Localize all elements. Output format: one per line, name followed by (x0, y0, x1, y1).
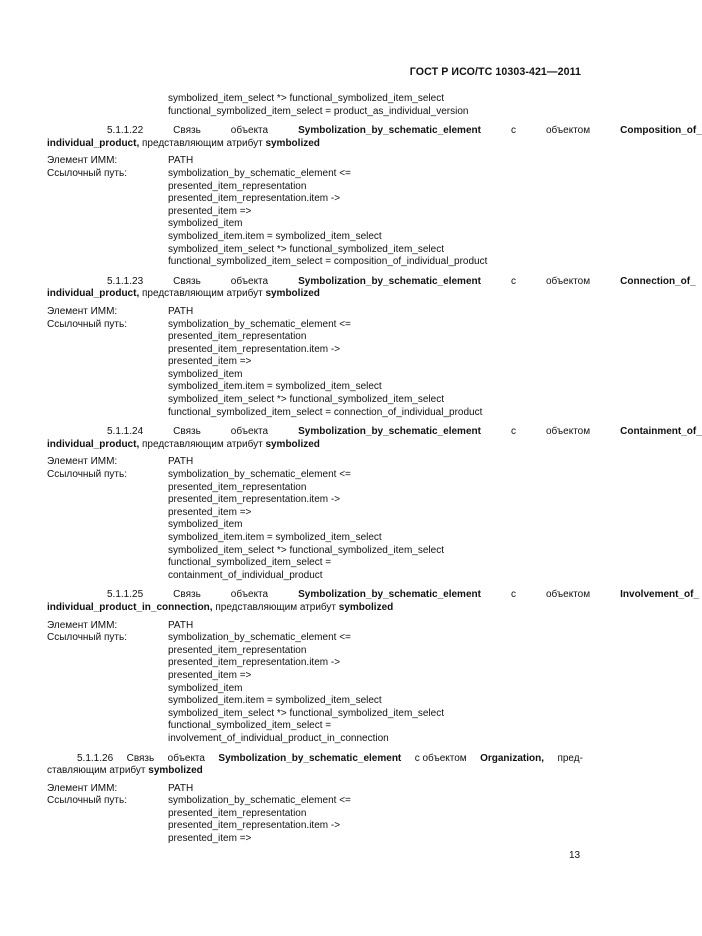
attribute-name: symbolized (265, 137, 320, 149)
reference-label: Ссылочный путь: (47, 795, 127, 807)
path-line: symbolized_item (168, 218, 243, 230)
path-line: functional_symbolized_item_select = (168, 557, 332, 569)
path-line: symbolized_item_select *> functional_symbolized_item_select (168, 93, 444, 104)
path-line: presented_item_representation (168, 807, 307, 819)
heading-tail: представляющим атрибут (142, 438, 263, 450)
path-line: functional_symbolized_item_select = composition_of_individual_product (168, 256, 488, 268)
heading-word: Связь (173, 125, 201, 137)
section-heading (47, 589, 700, 614)
section-number: 5.1.1.23 (107, 275, 144, 287)
path-line: presented_item_representation (168, 331, 307, 343)
reference-path (168, 469, 444, 582)
path-line: functional_symbolized_item_select = connection_of_individual_product (168, 406, 483, 418)
section-5-1-1-23 (47, 275, 696, 420)
heading-word: Связь (173, 589, 201, 601)
heading-word: Связь (173, 275, 201, 287)
section-number: 5.1.1.24 (107, 426, 144, 438)
reference-label: Ссылочный путь: (47, 318, 127, 330)
document-header: ГОСТ Р ИСО/ТС 10303-421—2011 (409, 66, 581, 78)
heading-word: Связь (173, 426, 201, 438)
path-line: presented_item_representation.item -> (168, 343, 341, 355)
path-line: symbolized_item.item = symbolized_item_select (168, 381, 382, 393)
heading-word: пред- (557, 752, 583, 764)
target-entity: Involvement_of_ (620, 589, 700, 601)
section-number: 5.1.1.22 (107, 125, 144, 137)
element-value: PATH (168, 305, 194, 317)
attribute-name: symbolized (148, 765, 203, 777)
section-5-1-1-22 (47, 125, 702, 269)
section-heading (47, 275, 696, 301)
heading-word: объектом (545, 125, 591, 137)
element-label: Элемент ИММ: (47, 782, 118, 794)
entity-name: Symbolization_by_schematic_element (298, 426, 481, 438)
entity-name: Symbolization_by_schematic_element (298, 125, 481, 137)
path-line: symbolized_item.item = symbolized_item_select (168, 230, 382, 242)
sections-container (47, 125, 702, 745)
path-line: presented_item_representation.item -> (168, 494, 341, 506)
heading-word: объектом (545, 589, 591, 601)
heading-word: объектом (545, 275, 591, 287)
section-number: 5.1.1.25 (107, 589, 144, 601)
path-line: presented_item_representation.item -> (168, 820, 341, 832)
path-line: symbolized_item_select *> functional_symbolized_item_select (168, 394, 444, 406)
reference-label: Ссылочный путь: (47, 632, 127, 644)
path-line: symbolized_item (168, 368, 243, 380)
heading-tail: представляющим атрибут (215, 601, 336, 613)
heading-word: объекта (230, 275, 269, 287)
target-entity-cont: individual_product, (47, 288, 140, 300)
path-line: presented_item_representation.item -> (168, 657, 341, 669)
path-line: presented_item_representation (168, 644, 307, 656)
section-number: 5.1.1.26 (77, 752, 114, 764)
heading-word: с объектом (414, 752, 467, 764)
target-entity: Connection_of_ (620, 275, 696, 287)
path-line: symbolization_by_schematic_element <= (168, 469, 351, 481)
reference-path (168, 168, 487, 269)
element-value: PATH (168, 155, 194, 167)
path-line: symbolized_item_select *> functional_symbolized_item_select (168, 243, 444, 255)
attribute-name: symbolized (265, 288, 320, 300)
continued-path-lines (168, 93, 583, 118)
target-entity: Containment_of_ (620, 426, 702, 438)
target-entity-cont: individual_product, (47, 137, 140, 149)
section-5-1-1-26 (47, 753, 583, 846)
heading-word: объекта (167, 752, 205, 764)
heading-word: Связь (126, 752, 155, 764)
path-line: presented_item => (168, 506, 252, 518)
heading-word: с (510, 125, 516, 137)
element-row (47, 620, 583, 633)
path-line: functional_symbolized_item_select = product_as_individual_version (168, 105, 469, 117)
heading-word: объекта (230, 125, 269, 137)
path-line: presented_item_representation.item -> (168, 193, 341, 205)
reference-path-row (47, 469, 583, 582)
heading-word: с (510, 426, 516, 438)
heading-tail: ставляющим атрибут (47, 765, 146, 777)
element-label: Элемент ИММ: (47, 155, 118, 167)
path-line: presented_item_representation (168, 481, 307, 493)
element-value: PATH (168, 782, 194, 794)
element-label: Элемент ИММ: (47, 619, 118, 631)
reference-path-row (47, 795, 583, 845)
element-label: Элемент ИММ: (47, 456, 118, 468)
heading-word: с (510, 589, 516, 601)
element-value: PATH (168, 456, 194, 468)
section-5-1-1-24 (47, 426, 702, 582)
path-line: functional_symbolized_item_select = (168, 720, 332, 732)
path-line: symbolization_by_schematic_element <= (168, 167, 351, 179)
path-line: symbolized_item_select *> functional_symbolized_item_select (168, 707, 444, 719)
path-line: symbolized_item (168, 519, 243, 531)
path-line: symbolization_by_schematic_element <= (168, 632, 351, 644)
attribute-name: symbolized (338, 601, 394, 613)
reference-label: Ссылочный путь: (47, 469, 127, 481)
element-label: Элемент ИММ: (47, 305, 118, 317)
target-entity-cont: individual_product, (47, 438, 140, 450)
heading-word: объектом (545, 426, 591, 438)
path-line: presented_item => (168, 205, 252, 217)
target-entity: Organization, (480, 752, 544, 764)
reference-path-row (47, 319, 583, 420)
entity-name: Symbolization_by_schematic_element (218, 752, 402, 764)
reference-path (168, 632, 444, 745)
attribute-name: symbolized (265, 438, 320, 450)
reference-label: Ссылочный путь: (47, 167, 127, 179)
section-heading (47, 753, 583, 778)
reference-path-row (47, 168, 583, 269)
path-line: containment_of_individual_product (168, 569, 323, 581)
path-line: presented_item => (168, 356, 252, 368)
page-number: 13 (569, 850, 581, 861)
reference-path (168, 319, 482, 420)
path-line: presented_item => (168, 833, 252, 845)
element-row (47, 306, 583, 319)
path-line: presented_item_representation (168, 180, 307, 192)
path-line: symbolized_item (168, 682, 243, 694)
path-line: symbolized_item_select *> functional_symbolized_item_select (168, 544, 444, 556)
path-line: presented_item => (168, 669, 252, 681)
path-line: involvement_of_individual_product_in_connection (168, 732, 389, 744)
entity-name: Symbolization_by_schematic_element (298, 589, 481, 601)
heading-word: объекта (230, 426, 269, 438)
path-line: symbolized_item.item = symbolized_item_select (168, 695, 382, 707)
target-entity: Composition_of_ (620, 125, 702, 137)
reference-path-row (47, 632, 583, 745)
path-line: symbolization_by_schematic_element <= (168, 795, 351, 807)
section-heading (47, 125, 702, 150)
element-value: PATH (168, 619, 194, 631)
path-line: symbolized_item.item = symbolized_item_select (168, 532, 382, 543)
heading-tail: представляющим атрибут (142, 288, 263, 300)
page-content (47, 93, 702, 846)
path-line: symbolization_by_schematic_element <= (168, 318, 351, 330)
reference-path (168, 795, 351, 845)
element-row (47, 155, 583, 168)
element-row (47, 783, 583, 796)
entity-name: Symbolization_by_schematic_element (298, 275, 481, 287)
element-row (47, 456, 583, 469)
target-entity-cont: individual_product_in_connection, (47, 601, 213, 613)
section-heading (47, 426, 702, 451)
section-5-1-1-25 (47, 589, 700, 745)
heading-word: объекта (230, 589, 269, 601)
heading-word: с (510, 275, 516, 287)
heading-tail: представляющим атрибут (142, 137, 263, 149)
